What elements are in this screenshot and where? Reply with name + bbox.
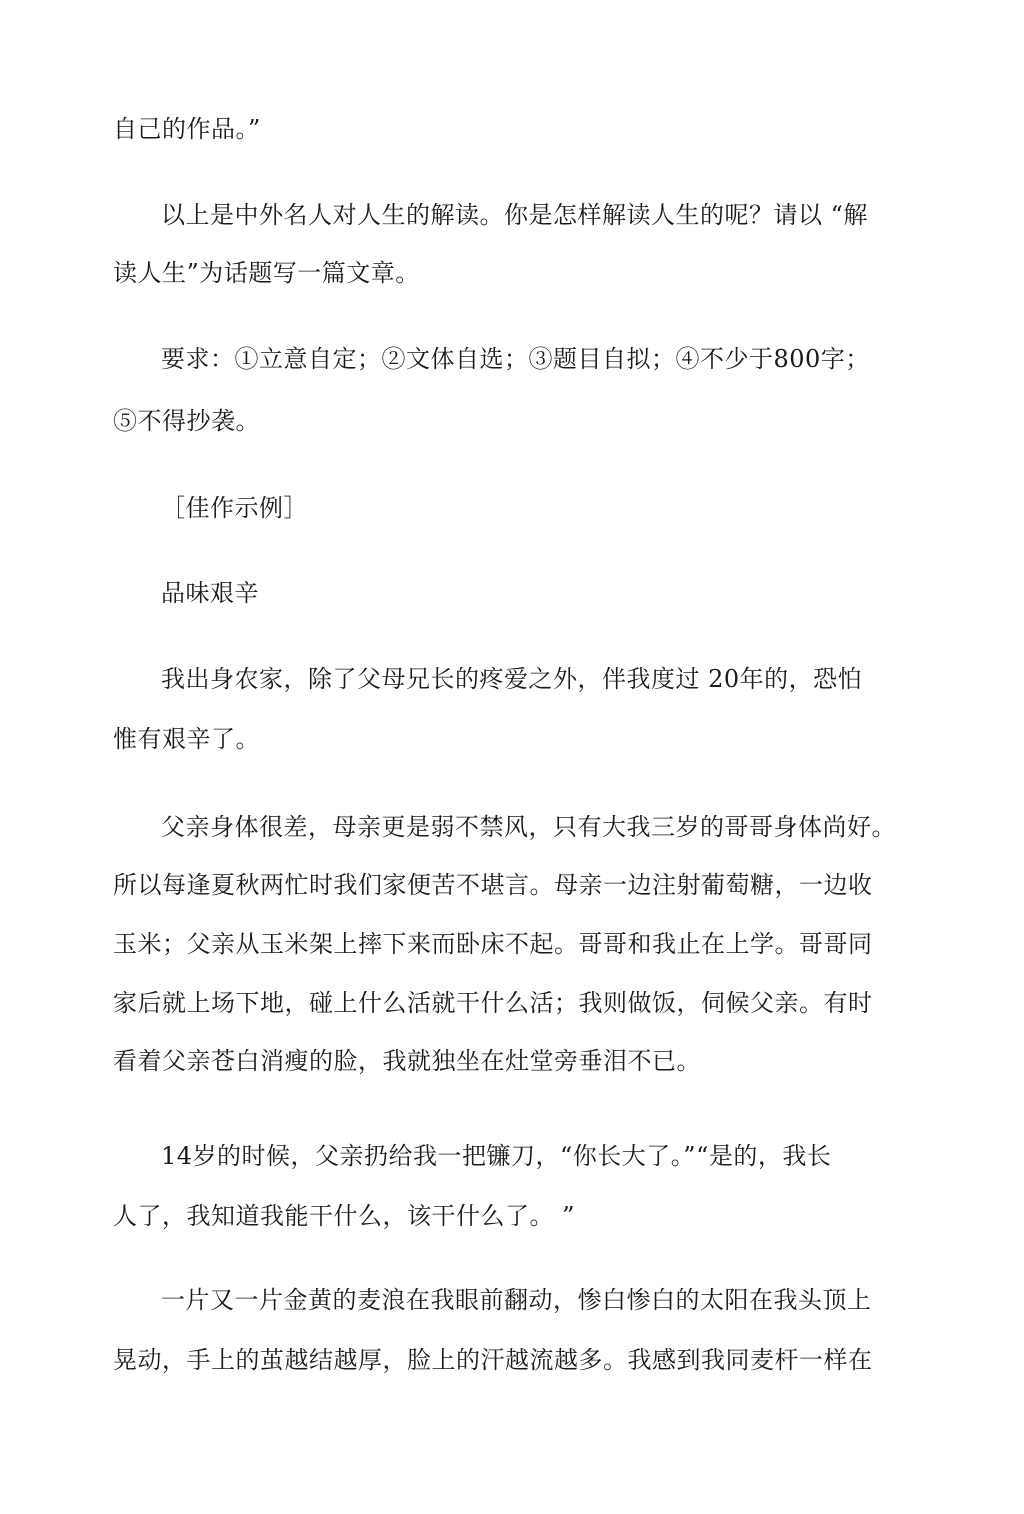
text-line: 14岁的时候，父亲扔给我一把镰刀，“你长大了。”“是的，我长 (161, 1142, 832, 1170)
text-line: 所以每逢夏秋两忙时我们家便苦不堪言。母亲一边注射葡萄糖，一边收 (113, 871, 873, 899)
text-line: 家后就上场下地，碰上什么活就干什么活；我则做饭，伺候父亲。有时 (113, 989, 873, 1017)
text-line: 我出身农家，除了父母兄长的疼爱之外，伴我度过 20年的，恐怕 (161, 665, 863, 693)
text-line: 以上是中外名人对人生的解读。你是怎样解读人生的呢？请以 “解 (161, 201, 868, 229)
text-line: 要求：①立意自定；②文体自选；③题目自拟；④不少于800字； (161, 345, 870, 373)
text-line: 玉米；父亲从玉米架上摔下来而卧床不起。哥哥和我止在上学。哥哥同 (113, 930, 873, 958)
text-line: 晃动，手上的茧越结越厚，脸上的汗越流越多。我感到我同麦杆一样在 (113, 1346, 873, 1374)
text-line: 父亲身体很差，母亲更是弱不禁风，只有大我三岁的哥哥身体尚好。 (161, 813, 896, 841)
text-line: 惟有艰辛了。 (113, 725, 260, 753)
text-line: 一片又一片金黄的麦浪在我眼前翻动，惨白惨白的太阳在我头顶上 (161, 1286, 872, 1314)
text-line: 看着父亲苍白消瘦的脸，我就独坐在灶堂旁垂泪不已。 (113, 1047, 701, 1075)
text-line: 人了，我知道我能干什么，该干什么了。 ” (113, 1202, 575, 1230)
essay-title: 品味艰辛 (161, 579, 259, 607)
text-line: 读人生”为话题写一篇文章。 (113, 259, 420, 287)
section-label: ［佳作示例］ (161, 494, 308, 522)
text-line: ⑤不得抄袭。 (113, 407, 260, 435)
text-line: 自己的作品。” (113, 115, 261, 143)
